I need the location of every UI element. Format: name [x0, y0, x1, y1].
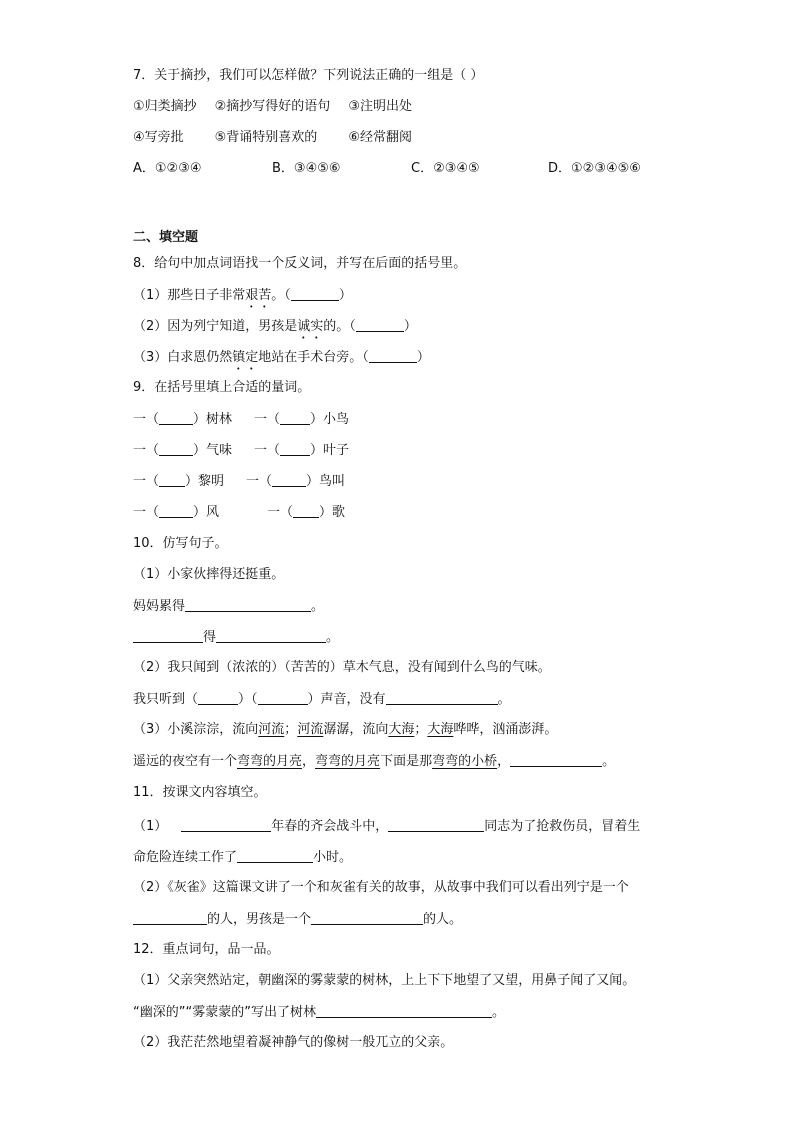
- answer-blank[interactable]: [133, 628, 203, 643]
- answer-blank[interactable]: [159, 441, 193, 456]
- answer-blank[interactable]: [272, 472, 306, 487]
- q10-stem: 10．仿写句子。: [133, 536, 228, 551]
- q7-option-b: B．③④⑤⑥: [272, 161, 341, 176]
- answer-blank[interactable]: [181, 817, 271, 832]
- q7-option-d: D．①②③④⑤⑥: [548, 161, 641, 176]
- q12-stem: 12．重点词句，品一品。: [133, 942, 280, 957]
- answer-blank[interactable]: [198, 690, 238, 705]
- q10-sentence-1: （1）小家伙摔得还挺重。: [133, 567, 285, 582]
- q10-fill-1b: 得 。: [133, 628, 339, 647]
- answer-blank[interactable]: [159, 410, 193, 425]
- q11-stem: 11．按课文内容填空。: [133, 785, 267, 800]
- dotted-word: 诚实: [297, 319, 324, 334]
- answer-blank[interactable]: [185, 597, 311, 612]
- q7-item: ②摘抄写得好的语句: [214, 99, 331, 114]
- q11-line-1: （1） 年春的齐会战斗中， 同志为了抢救伤员，冒着生: [133, 819, 641, 834]
- answer-blank[interactable]: [311, 910, 423, 925]
- answer-blank[interactable]: [258, 690, 308, 705]
- answer-blank[interactable]: [280, 441, 310, 456]
- q7-item: ⑥经常翻阅: [348, 130, 412, 145]
- dotted-word: 艰苦: [245, 288, 272, 303]
- answer-blank[interactable]: [237, 848, 313, 863]
- answer-blank[interactable]: [510, 752, 602, 767]
- answer-blank[interactable]: [386, 690, 498, 705]
- q7-item: ③注明出处: [348, 99, 412, 114]
- q7-stem: 7．关于摘抄，我们可以怎样做？下列说法正确的一组是（ ）: [133, 68, 484, 83]
- q12-line-3: （2）我茫茫然地望着凝神静气的像树一般兀立的父亲。: [133, 1035, 454, 1050]
- q7-choice-row-2: [133, 129, 412, 147]
- q10-fill-1a: 妈妈累得 。: [133, 599, 325, 614]
- q10-fill-3: 遥远的夜空有一个弯弯的月亮，弯弯的月亮下面是那弯弯的小桥， 。: [133, 754, 616, 769]
- dotted-word: 镇定: [232, 350, 259, 365]
- q12-line-1: （1）父亲突然站定，朝幽深的雾蒙蒙的树林，上上下下地望了又望，用鼻子闻了又闻。: [133, 973, 636, 988]
- section-title: 二、填空题: [133, 230, 199, 245]
- q9-row-4: 一（ ）风 一（ ）歌: [133, 505, 346, 520]
- q9-row-2: 一（ ）气味 一（ ）叶子: [133, 443, 350, 458]
- q8-item-3: （3）白求恩仍然镇定地站在手术台旁。（ ）: [133, 350, 430, 365]
- answer-blank[interactable]: [216, 628, 326, 643]
- q7-choice-row-1: [133, 98, 412, 116]
- answer-blank[interactable]: [369, 348, 417, 363]
- q7-item: ④写旁批: [133, 130, 184, 145]
- q7-item: ①归类摘抄: [133, 99, 197, 114]
- answer-blank[interactable]: [356, 317, 404, 332]
- q7-option-c: C．②③④⑤: [411, 161, 480, 176]
- q11-line-3: （2）《灰雀》这篇课文讲了一个和灰雀有关的故事，从故事中我们可以看出列宁是一个: [133, 880, 629, 895]
- q11-line-2: 命危险连续工作了 小时。: [133, 850, 353, 865]
- q8-item-1: （1）那些日子非常艰苦。（ ）: [133, 288, 352, 303]
- q7-option-a: A．①②③④: [133, 161, 202, 176]
- answer-blank[interactable]: [291, 286, 339, 301]
- answer-blank[interactable]: [293, 503, 319, 518]
- q9-row-1: 一（ ）树林 一（ ）小鸟: [133, 412, 350, 427]
- q9-stem: 9．在括号里填上合适的量词。: [133, 380, 311, 395]
- q7-item: ⑤背诵特别喜欢的: [214, 130, 318, 145]
- q8-stem: 8．给句中加点词语找一个反义词，并写在后面的括号里。: [133, 256, 467, 271]
- q10-sentence-2: （2）我只闻到（浓浓的）（苦苦的）草木气息，没有闻到什么鸟的气味。: [133, 660, 551, 675]
- answer-blank[interactable]: [159, 503, 193, 518]
- q11-line-4: 的人，男孩是一个 的人。: [133, 910, 462, 929]
- answer-blank[interactable]: [280, 410, 310, 425]
- q8-item-2: （2）因为列宁知道，男孩是诚实的。（ ）: [133, 319, 417, 334]
- answer-blank[interactable]: [133, 910, 207, 925]
- q9-row-3: 一（ ）黎明 一（ ）鸟叫: [133, 474, 346, 489]
- answer-blank[interactable]: [316, 1003, 492, 1018]
- q10-sentence-3: （3）小溪淙淙，流向河流；河流潺潺，流向大海；大海哗哗，汹涌澎湃。: [133, 722, 558, 737]
- answer-blank[interactable]: [159, 472, 185, 487]
- q12-line-2: “幽深的”“雾蒙蒙的”写出了树林 。: [133, 1005, 505, 1020]
- answer-blank[interactable]: [388, 817, 484, 832]
- q10-fill-2: 我只听到（ ）（ ）声音，没有 。: [133, 692, 511, 707]
